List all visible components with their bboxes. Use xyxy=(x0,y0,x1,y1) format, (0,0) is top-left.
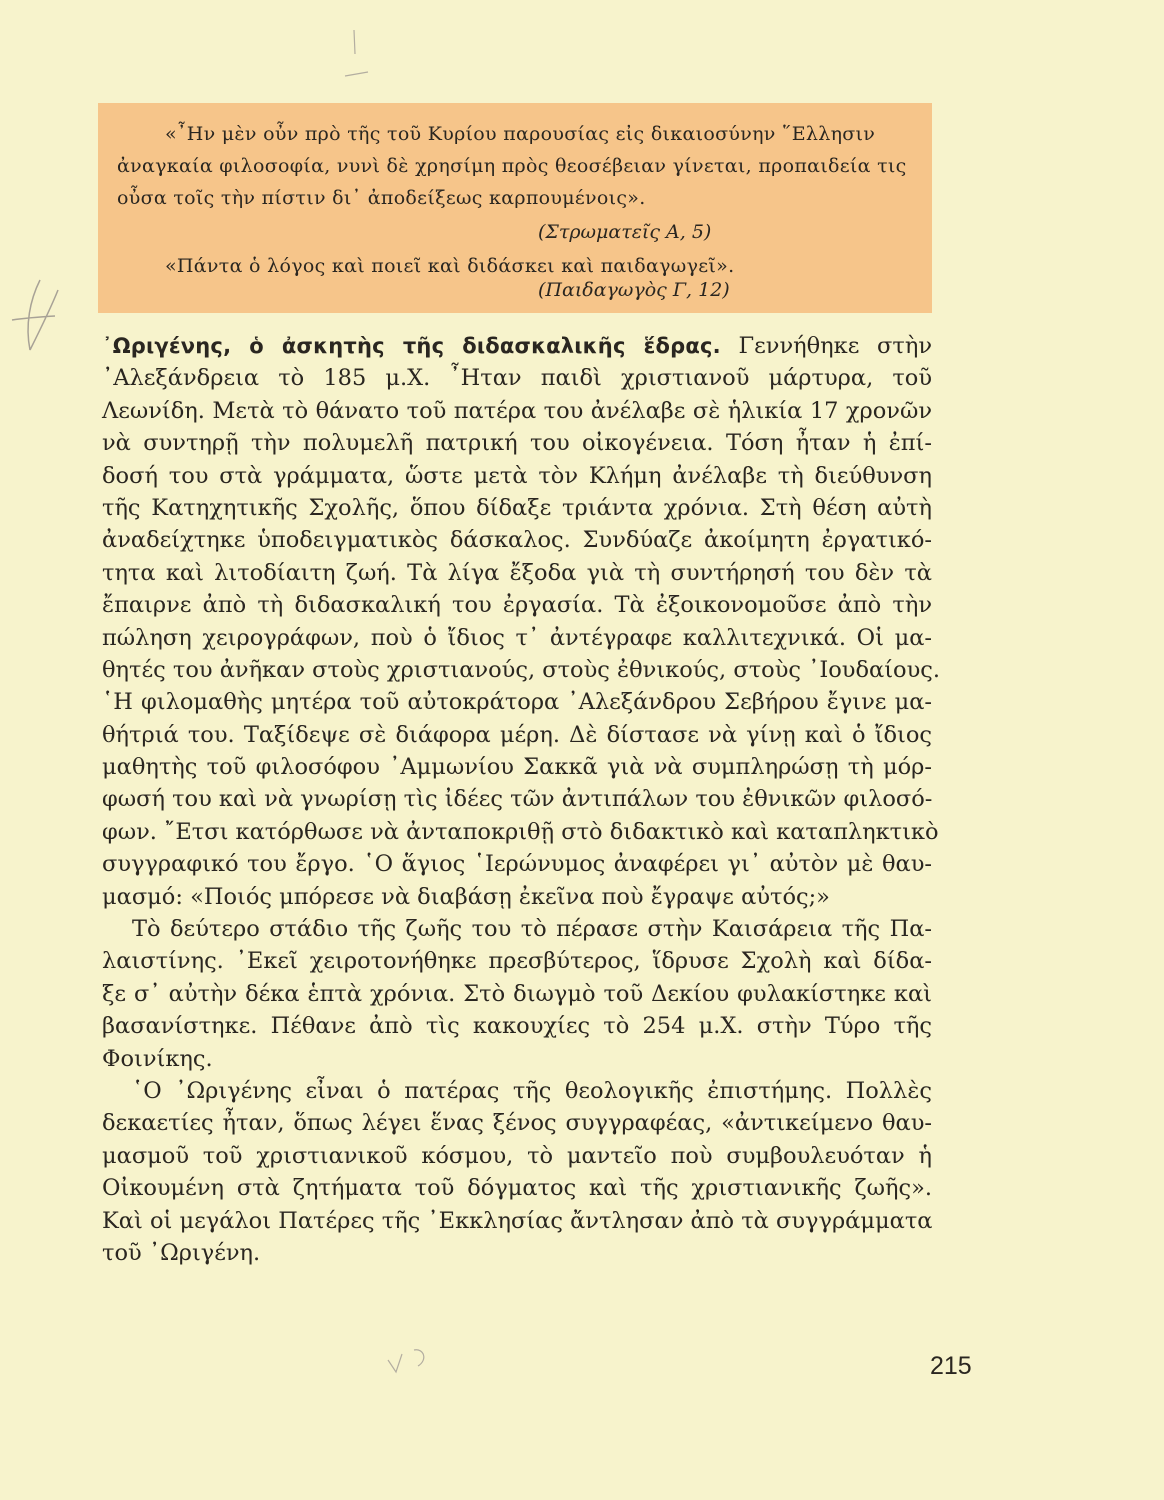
paragraph2-line: λαιστίνης. ᾽Εκεῖ χειροτονήθηκε πρεσβύτερος, ἵδρυσε Σχολὴ καὶ δίδα- xyxy=(102,948,932,975)
quote1-line: ἀναγκαία φιλοσοφία, νυνὶ δὲ χρησίμη πρὸς θεοσέβειαν γίνεται, προπαιδεία τις xyxy=(117,155,907,177)
paragraph2-line: Φοινίκης. xyxy=(102,1045,213,1072)
page-number: 215 xyxy=(930,1352,972,1380)
quote-block xyxy=(98,103,932,313)
paragraph1-first-line xyxy=(102,330,932,362)
paragraph1-line: μασμό: «Ποιός μπόρεσε νὰ διαβάσῃ ἐκεῖνα ποὺ ἔγραψε αὐτός;» xyxy=(102,883,830,910)
paragraph1-line: νὰ συντηρῇ τὴν πολυμελῆ πατρική του οἰκογένεια. Τόση ἦταν ἡ ἐπί- xyxy=(102,430,932,457)
paragraph1-line: τητα καὶ λιτοδίαιτη ζωή. Τὰ λίγα ἔξοδα γιὰ τὴ συντήρησή του δὲν τὰ xyxy=(102,559,932,586)
paragraph3-line: ῾Ο ᾽Ωριγένης εἶναι ὁ πατέρας τῆς θεολογικῆς ἐπιστήμης. Πολλὲς xyxy=(132,1077,932,1104)
paragraph3-line: μασμοῦ τοῦ χριστιανικοῦ κόσμου, τὸ μαντεῖο ποὺ συμβουλευόταν ἡ xyxy=(102,1142,932,1169)
paragraph2-line: βασανίστηκε. Πέθανε ἀπὸ τὶς κακουχίες τὸ 254 μ.Χ. στὴν Τύρο τῆς xyxy=(102,1013,932,1040)
paragraph1-line: πώληση χειρογράφων, ποὺ ὁ ἴδιος τ᾽ ἀντέγραφε καλλιτεχνικά. Οἱ μα- xyxy=(102,624,932,651)
paragraph2-line: ξε σ᾽ αὐτὴν δέκα ἑπτὰ χρόνια. Στὸ διωγμὸ τοῦ Δεκίου φυλακίστηκε καὶ xyxy=(102,980,932,1007)
paragraph1-first-line-text: Γεννήθηκε στὴν xyxy=(720,333,933,359)
pencil-margin-mark xyxy=(0,270,80,390)
paragraph1-line: δοσή του στὰ γράμματα, ὥστε μετὰ τὸν Κλήμη ἀνέλαβε τὴ διεύθυνση xyxy=(102,462,932,489)
paragraph3-line: δεκαετίες ἦταν, ὅπως λέγει ἕνας ξένος συγγραφέας, «ἀντικείμενο θαυ- xyxy=(102,1110,932,1137)
quote1-citation: (Στρωματεῖς Α, 5) xyxy=(538,221,712,243)
paragraph1-line: φωσή του καὶ νὰ γνωρίσῃ τὶς ἰδέες τῶν ἀντιπάλων του ἐθνικῶν φιλοσό- xyxy=(102,786,933,813)
quote1-line: οὖσα τοῖς τὴν πίστιν δι᾽ ἀποδείξεως καρπουμένοις». xyxy=(117,187,646,209)
paragraph1-line: ἔπαιρνε ἀπὸ τὴ διδασκαλική του ἐργασία. Τὰ ἐξοικονομοῦσε ἀπὸ τὴν xyxy=(102,592,932,619)
article-body xyxy=(102,330,941,1269)
paragraph3-line: Καὶ οἱ μεγάλοι Πατέρες τῆς ᾽Εκκλησίας ἄντλησαν ἀπὸ τὰ συγγράμματα xyxy=(102,1207,933,1234)
paragraph1-line: ῾Η φιλομαθὴς μητέρα τοῦ αὐτοκράτορα ᾽Αλεξάνδρου Σεβήρου ἔγινε μα- xyxy=(102,689,932,716)
paragraph1-line: ᾽Αλεξάνδρεια τὸ 185 μ.Χ. ῏Ηταν παιδὶ χριστιανοῦ μάρτυρα, τοῦ xyxy=(102,365,932,392)
paragraph1-line: συγγραφικό του ἔργο. ῾Ο ἅγιος ῾Ιερώνυμος ἀναφέρει γι᾽ αὐτὸν μὲ θαυ- xyxy=(102,851,932,878)
paragraph1-line: μαθητὴς τοῦ φιλοσόφου ᾽Αμμωνίου Σακκᾶ γιὰ νὰ συμπληρώσῃ τὴ μόρ- xyxy=(102,754,932,781)
paragraph3-line: τοῦ ᾽Ωριγένη. xyxy=(102,1239,261,1266)
pencil-bottom-mark xyxy=(380,1340,440,1380)
paragraph1-line: ἀναδείχτηκε ὑποδειγματικὸς δάσκαλος. Συνδύαζε ἀκοίμητη ἐργατικό- xyxy=(102,527,932,554)
paragraph1-line: θήτριά του. Ταξίδεψε σὲ διάφορα μέρη. Δὲ δίστασε νὰ γίνῃ καὶ ὁ ἴδιος xyxy=(102,721,932,748)
paragraph1-line: Λεωνίδη. Μετὰ τὸ θάνατο τοῦ πατέρα του ἀνέλαβε σὲ ἡλικία 17 χρονῶν xyxy=(102,397,932,424)
pencil-top-mark xyxy=(340,20,380,80)
paragraph2-line: Τὸ δεύτερο στάδιο τῆς ζωῆς του τὸ πέρασε στὴν Καισάρεια τῆς Πα- xyxy=(132,916,932,943)
section-heading: ᾽Ωριγένης, ὁ ἀσκητὴς τῆς διδασκαλικῆς ἕδρας. xyxy=(102,334,721,358)
quote1-line: «῏Ην μὲν οὖν πρὸ τῆς τοῦ Κυρίου παρουσίας εἰς δικαιοσύνην ῞Ελλησιν xyxy=(165,123,876,145)
quote2-citation: (Παιδαγωγὸς Γ, 12) xyxy=(538,279,730,301)
quote2-text: «Πάντα ὁ λόγος καὶ ποιεῖ καὶ διδάσκει καὶ παιδαγωγεῖ». xyxy=(165,255,735,277)
paragraph1-line: τῆς Κατηχητικῆς Σχολῆς, ὅπου δίδαξε τριάντα χρόνια. Στὴ θέση αὐτὴ xyxy=(102,494,932,521)
paragraph3-line: Οἰκουμένη στὰ ζητήματα τοῦ δόγματος καὶ τῆς χριστιανικῆς ζωῆς». xyxy=(102,1175,932,1202)
paragraph1-line: θητές του ἀνῆκαν στοὺς χριστιανούς, στοὺς ἐθνικούς, στοὺς ᾽Ιουδαίους. xyxy=(102,656,941,683)
paragraph1-line: φων. ῎Ετσι κατόρθωσε νὰ ἀνταποκριθῇ στὸ διδακτικὸ καὶ καταπληκτικὸ xyxy=(102,818,939,845)
